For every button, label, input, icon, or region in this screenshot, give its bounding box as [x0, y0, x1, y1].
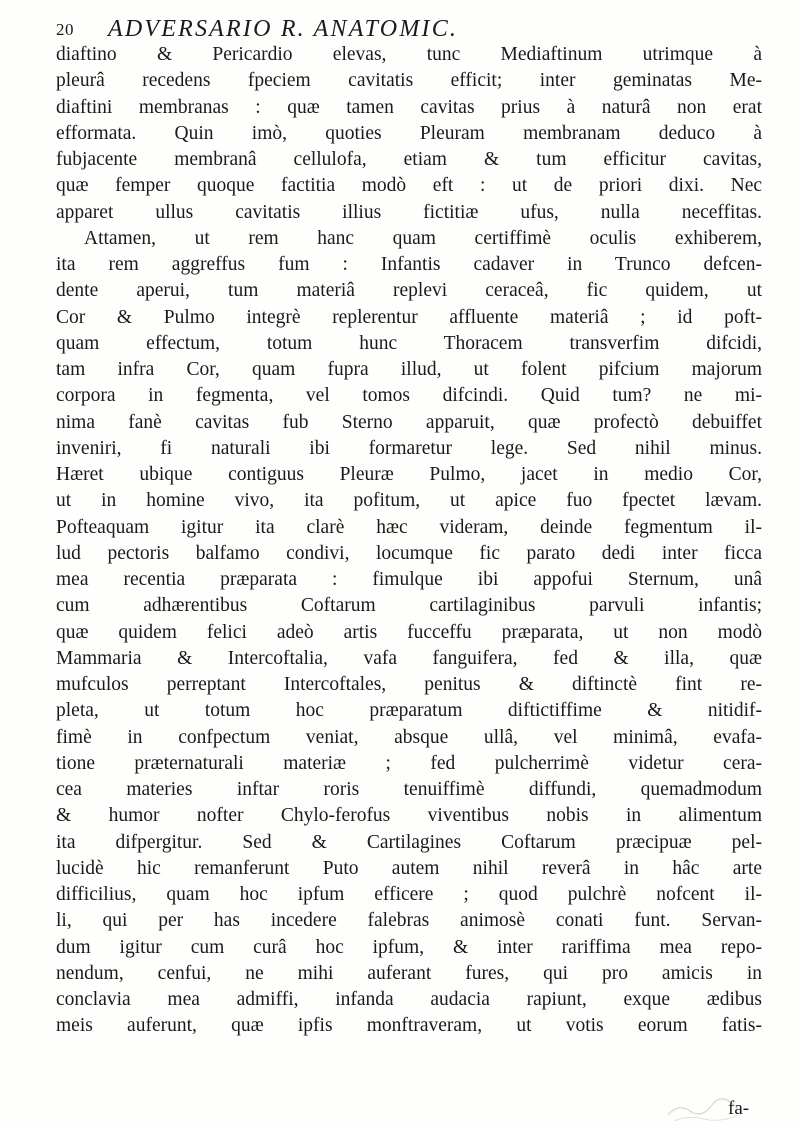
- paragraph-first-line: Attamen, ut rem hanc quam certiffimè oculis exhiberem,: [84, 227, 762, 249]
- text-line: ita difpergitur. Sed & Cartilagines Coftarum præcipuæ pel-: [56, 831, 762, 853]
- text-line: quæ femper quoque factitia modò eft : ut de priori dixi. Nec: [56, 175, 762, 197]
- text-line: dente aperui, tum materiâ replevi ceraceâ, fic quidem, ut: [56, 280, 762, 302]
- text-line: diaftini membranas : quæ tamen cavitas prius à naturâ non erat: [56, 96, 762, 118]
- text-line: nima fanè cavitas fub Sterno apparuit, quæ profectò debuiffet: [56, 411, 762, 433]
- text-line: & humor nofter Chylo-ferofus viventibus nobis in alimentum: [56, 805, 762, 827]
- page-header: [56, 8, 776, 42]
- text-line: nendum, cenfui, ne mihi auferant fures, qui pro amicis in: [56, 962, 762, 984]
- text-line: diaftino & Pericardio elevas, tunc Mediaftinum utrimque à: [56, 44, 762, 65]
- text-line: apparet ullus cavitatis illius fictitiæ ufus, nulla neceffitas.: [56, 201, 762, 223]
- text-line: Pofteaquam igitur ita clarè hæc videram, deinde fegmentum il-: [56, 516, 762, 538]
- catchword: fa-: [728, 1098, 750, 1119]
- text-line: dum igitur cum curâ hoc ipfum, & inter rariffima mea repo-: [56, 936, 762, 958]
- text-line: inveniri, fi naturali ibi formaretur lege. Sed nihil minus.: [56, 437, 762, 459]
- text-line: pleta, ut totum hoc præparatum diftictiffime & nitidif-: [56, 700, 762, 722]
- text-line: ita rem aggreffus fum : Infantis cadaver in Trunco defcen-: [56, 254, 762, 275]
- text-line: li, qui per has incedere falebras animosè conati funt. Servan-: [56, 910, 762, 932]
- page-number: 20: [56, 20, 74, 39]
- text-line: efformata. Quin imò, quoties Pleuram membranam deduco à: [56, 122, 762, 144]
- text-line: Cor & Pulmo integrè replerentur affluente materiâ ; id poft-: [56, 306, 762, 328]
- text-line: quam effectum, totum hunc Thoracem transverfim difcidi,: [56, 332, 762, 354]
- text-line: meis auferunt, quæ ipfis monftraveram, ut votis eorum fatis-: [56, 1015, 762, 1037]
- text-line: mea recentia præparata : fimulque ibi appofui Sternum, unâ: [56, 569, 762, 590]
- text-line: lud pectoris balfamo condivi, locumque fic parato dedi inter ficca: [56, 542, 762, 564]
- text-line: fubjacente membranâ cellulofa, etiam & tum efficitur cavitas,: [56, 149, 762, 170]
- text-line: Mammaria & Intercoftalia, vafa fanguifera, fed & illa, quæ: [56, 647, 762, 669]
- text-line: conclavia mea admiffi, infanda audacia rapiunt, exque ædibus: [56, 989, 762, 1010]
- body-text: [56, 42, 762, 1040]
- text-line: difficilius, quam hoc ipfum efficere ; quod pulchrè nofcent il-: [56, 884, 762, 905]
- text-line: tam infra Cor, quam fupra illud, ut folent pifcium majorum: [56, 359, 762, 380]
- text-line: pleurâ recedens fpeciem cavitatis efficit; inter geminatas Me-: [56, 70, 762, 92]
- running-title: ADVERSARIO R. ANATOMIC.: [108, 16, 459, 42]
- text-line: ut in homine vivo, ita pofitum, ut apice fuo fpectet lævam.: [56, 490, 762, 512]
- text-line: quæ quidem felici adeò artis fucceffu præparata, ut non modò: [56, 621, 762, 643]
- text-line: tione præternaturali materiæ ; fed pulcherrimè videtur cera-: [56, 752, 762, 774]
- text-line: Hæret ubique contiguus Pleuræ Pulmo, jacet in medio Cor,: [56, 464, 762, 485]
- text-line: cea materies inftar roris tenuiffimè diffundi, quemadmodum: [56, 779, 762, 800]
- text-line: mufculos perreptant Intercoftales, penitus & diftinctè fint re-: [56, 674, 762, 695]
- text-line: fimè in confpectum veniat, absque ullâ, vel minimâ, evafa-: [56, 726, 762, 748]
- text-line: cum adhærentibus Coftarum cartilaginibus parvuli infantis;: [56, 595, 762, 617]
- text-line: lucidè hic remanferunt Puto autem nihil reverâ in hâc arte: [56, 857, 762, 879]
- text-line: corpora in fegmenta, vel tomos difcindi. Quid tum? ne mi-: [56, 385, 762, 407]
